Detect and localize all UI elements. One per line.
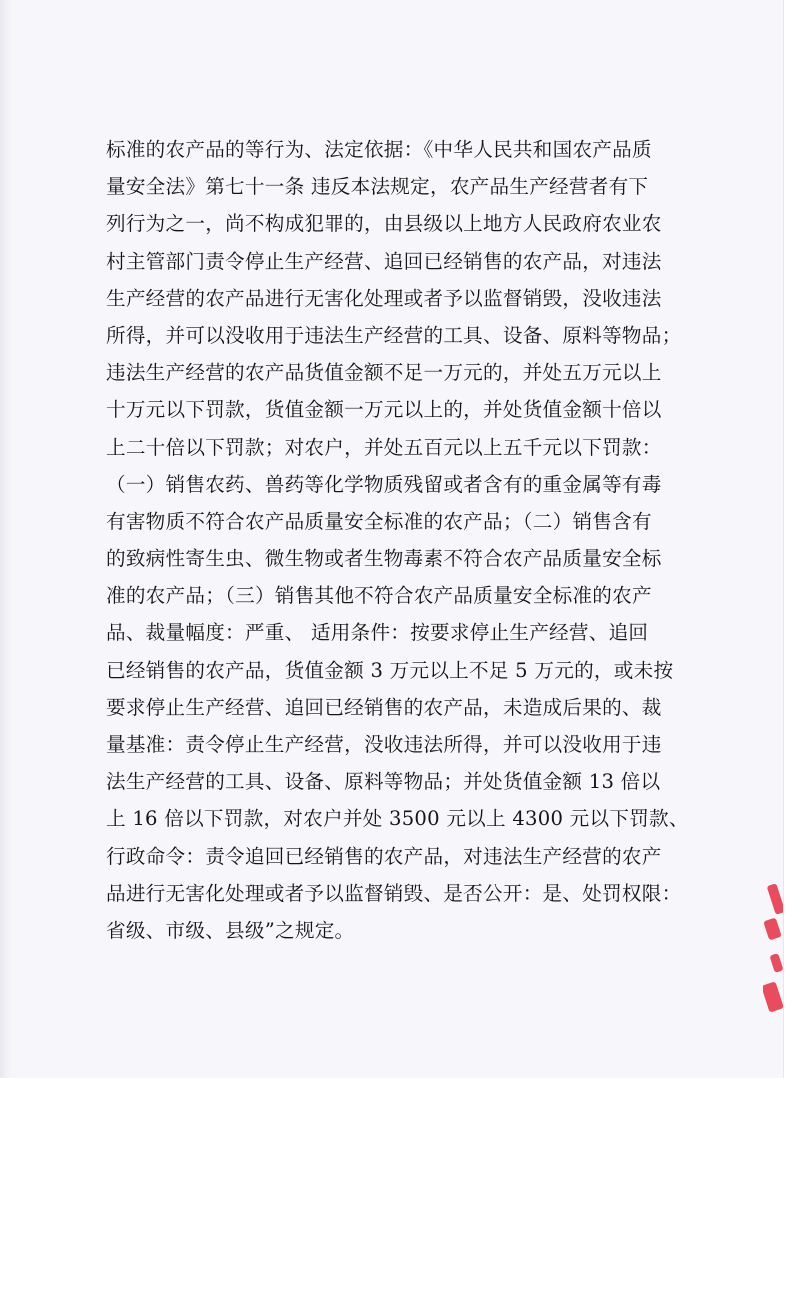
partial-red-seal — [763, 872, 783, 1024]
text-line-18: 法生产经营的工具、设备、原料等物品；并处货值金额 13 倍以 — [106, 770, 661, 794]
seal-fragment-mark — [763, 917, 782, 940]
text-line-15: 已经销售的农产品，货值金额 3 万元以上不足 5 万元的，或未按 — [106, 658, 674, 682]
text-line-17: 量基准：责令停止生产经营，没收违法所得，并可以没收用于违 — [106, 733, 662, 756]
text-line-19: 上 16 倍以下罚款，对农户并处 3500 元以上 4300 元以下罚款、 — [106, 807, 689, 831]
text-line-21: 品进行无害化处理或者予以监督销毁、是否公开：是、处罚权限： — [106, 881, 682, 905]
legal-text-block — [106, 131, 689, 949]
text-line-14: 品、裁量幅度：严重、 适用条件：按要求停止生产经营、追回 — [106, 621, 649, 645]
text-line-05: 生产经营的农产品进行无害化处理或者予以监督销毁，没收违法 — [106, 286, 662, 310]
text-line-08: 十万元以下罚款，货值金额一万元以上的，并处货值金额十倍以 — [106, 398, 662, 422]
text-line-13: 准的农产品；（三）销售其他不符合农产品质量安全标准的农产 — [106, 584, 652, 608]
text-line-16: 要求停止生产经营、追回已经销售的农产品，未造成后果的、裁 — [106, 695, 662, 719]
text-line-01: 标准的农产品的等行为、法定依据：《中华人民共和国农产品质 — [106, 138, 652, 161]
scan-edge-shadow — [0, 0, 12, 1078]
seal-fragment-mark — [767, 883, 783, 915]
seal-fragment-mark — [763, 981, 783, 1012]
text-line-02: 量安全法》第七十一条 违反本法规定，农产品生产经营者有下 — [106, 175, 649, 199]
text-line-22: 省级、市级、县级”之规定。 — [106, 918, 355, 942]
text-line-09: 上二十倍以下罚款；对农户，并处五百元以上五千元以下罚款： — [106, 435, 662, 459]
text-line-10: （一）销售农药、兽药等化学物质残留或者含有的重金属等有毒 — [106, 472, 662, 496]
text-line-04: 村主管部门责令停止生产经营、追回已经销售的农产品，对违法 — [106, 249, 662, 273]
text-line-11: 有害物质不符合农产品质量安全标准的农产品；（二）销售含有 — [106, 509, 652, 533]
text-line-06: 所得，并可以没收用于违法生产经营的工具、设备、原料等物品； — [106, 323, 682, 347]
text-line-20: 行政命令：责令追回已经销售的农产品，对违法生产经营的农产 — [106, 844, 662, 868]
text-line-07: 违法生产经营的农产品货值金额不足一万元的，并处五万元以上 — [106, 361, 662, 385]
text-line-03: 列行为之一，尚不构成犯罪的，由县级以上地方人民政府农业农 — [106, 212, 662, 236]
seal-fragment-mark — [769, 953, 783, 973]
text-line-12: 的致病性寄生虫、微生物或者生物毒素不符合农产品质量安全标 — [106, 547, 662, 571]
